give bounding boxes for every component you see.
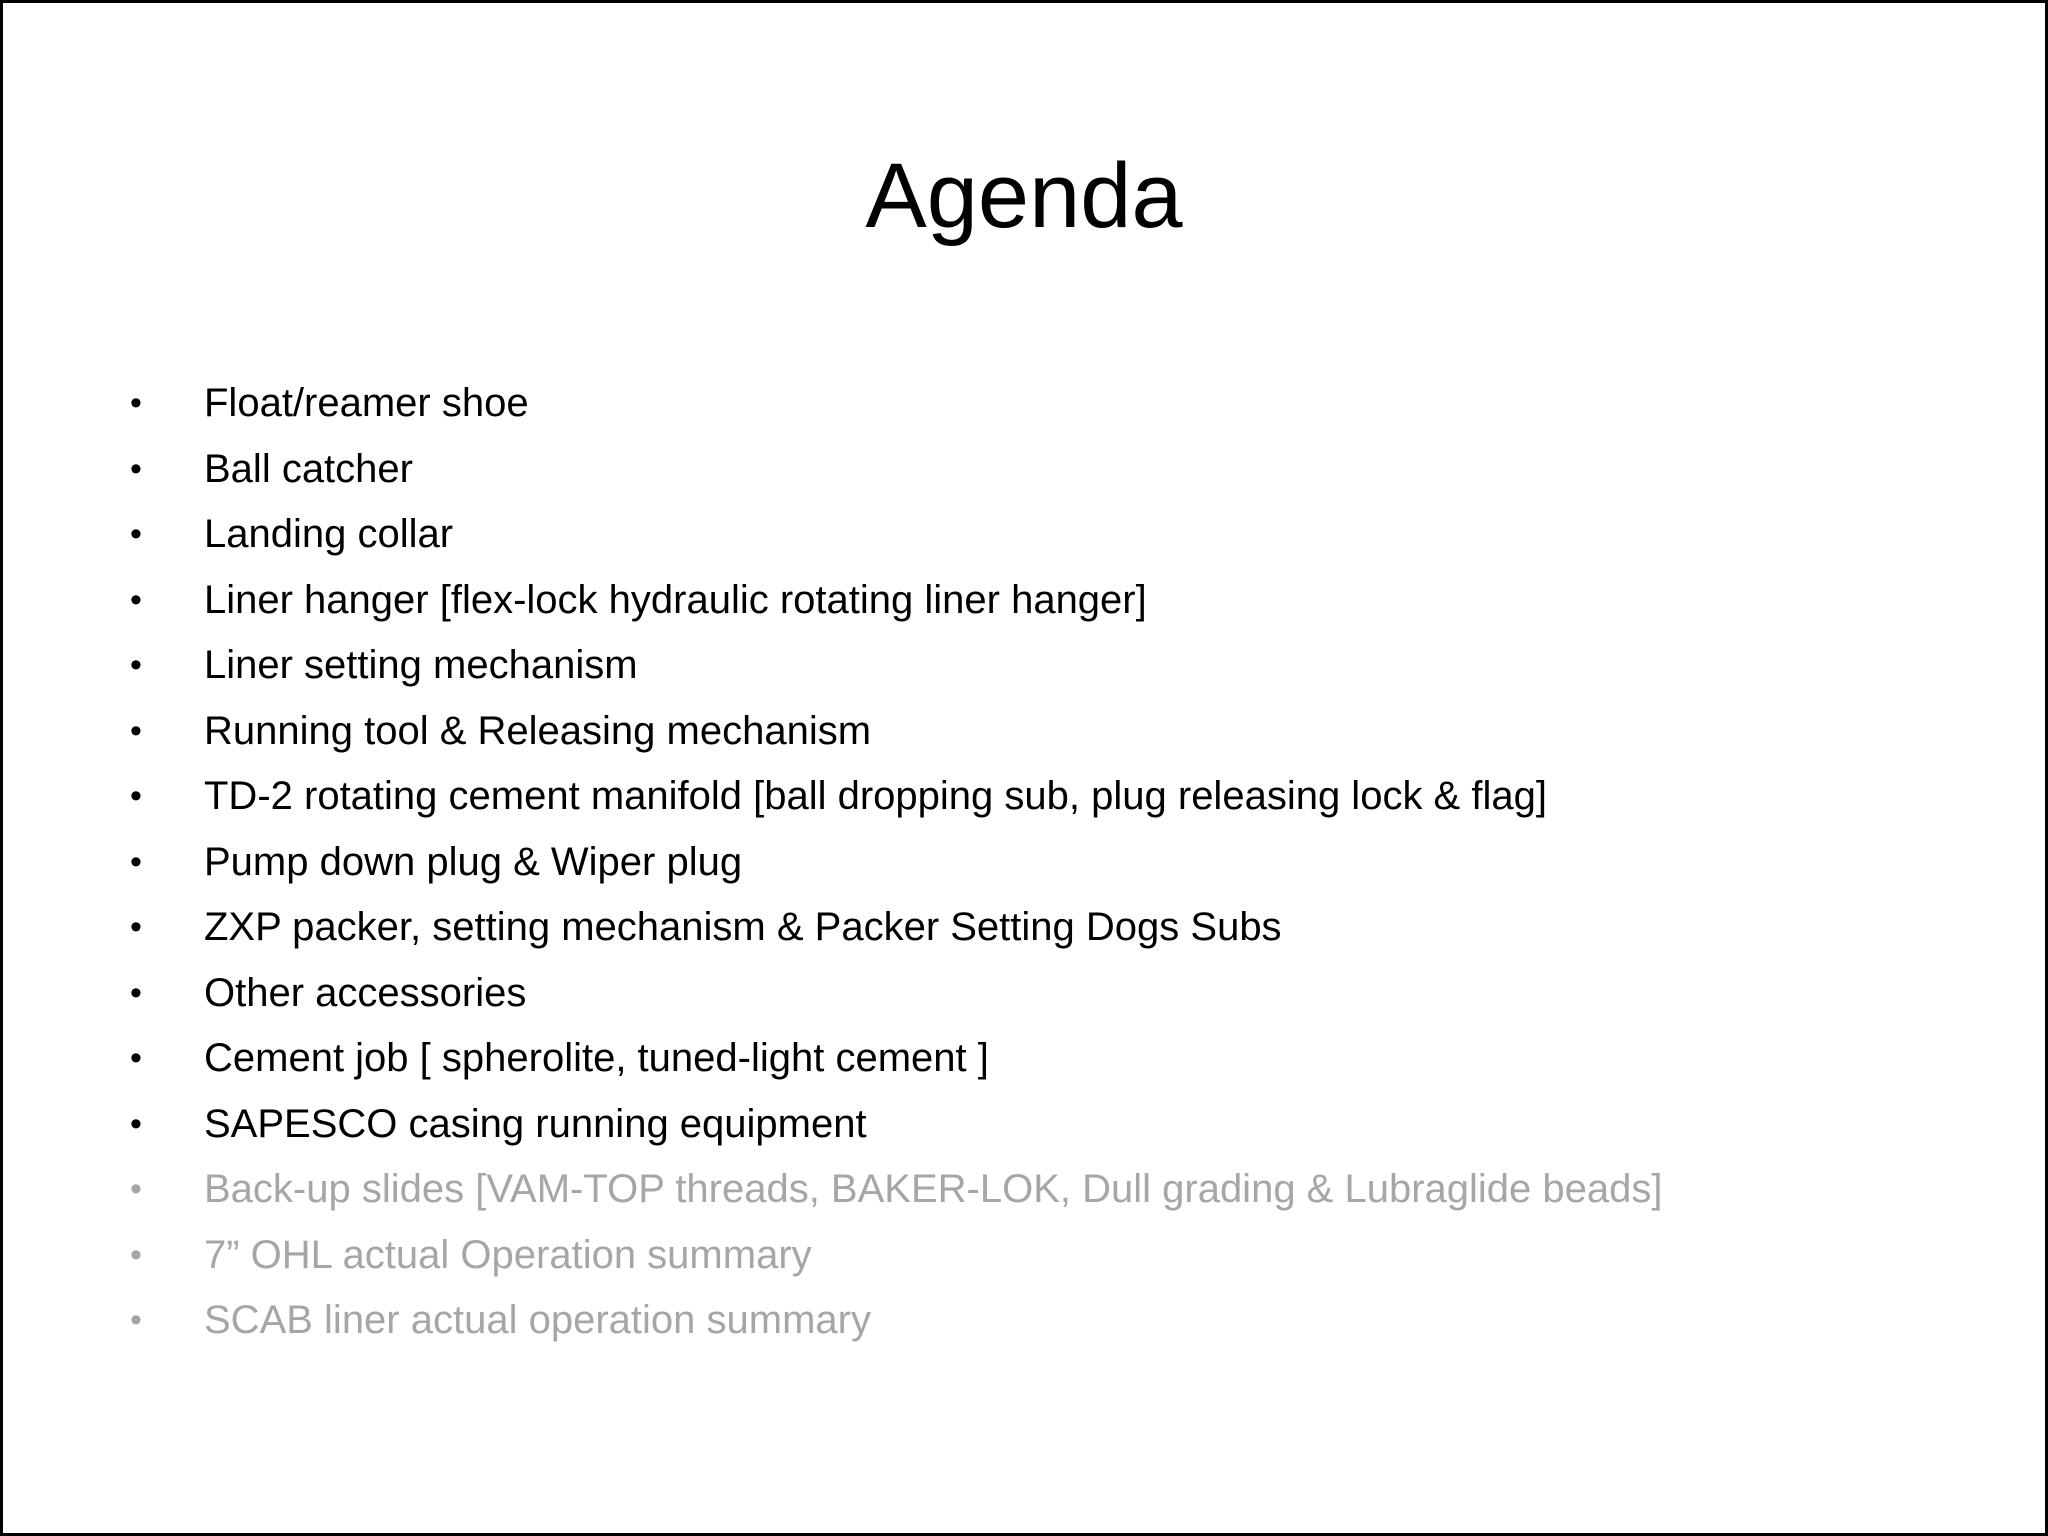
agenda-item-text: Landing collar: [204, 512, 454, 556]
bullet-icon: •: [130, 1235, 142, 1274]
agenda-item-text: Cement job [ spherolite, tuned-light cement ]: [204, 1036, 989, 1080]
bullet-icon: •: [130, 449, 142, 488]
agenda-item-text: Back-up slides [VAM-TOP threads, BAKER-LOK, Dull grading & Lubraglide beads]: [204, 1167, 1663, 1211]
agenda-item-text: Running tool & Releasing mechanism: [204, 708, 872, 753]
agenda-item-text: Liner hanger [flex-lock hydraulic rotating liner hanger]: [204, 577, 1147, 622]
bullet-icon: •: [130, 777, 142, 815]
bullet-icon: •: [130, 515, 142, 553]
bullet-icon: •: [130, 1039, 142, 1077]
bullet-icon: •: [130, 1170, 142, 1208]
bullet-icon: •: [130, 973, 142, 1012]
bullet-icon: •: [130, 646, 142, 684]
bullet-icon: •: [130, 908, 142, 946]
agenda-item-text: Ball catcher: [204, 446, 413, 491]
agenda-item-text: TD-2 rotating cement manifold [ball dropping sub, plug releasing lock & flag]: [204, 774, 1547, 818]
bullet-icon: •: [130, 580, 142, 619]
agenda-item-text: Float/reamer shoe: [204, 381, 529, 425]
bullet-icon: •: [130, 711, 142, 750]
bullet-icon: •: [130, 1104, 142, 1143]
agenda-item-text: Liner setting mechanism: [204, 643, 638, 687]
bullet-icon: •: [130, 1301, 142, 1339]
slide-title: Agenda: [865, 145, 1183, 247]
agenda-item-text: ZXP packer, setting mechanism & Packer Setting Dogs Subs: [204, 905, 1282, 949]
agenda-item-text: SAPESCO casing running equipment: [204, 1101, 867, 1146]
bullet-icon: •: [130, 842, 142, 881]
agenda-item-text: SCAB liner actual operation summary: [204, 1298, 871, 1342]
agenda-item-text: Pump down plug & Wiper plug: [204, 839, 743, 884]
agenda-item-text: Other accessories: [204, 970, 527, 1015]
bullet-icon: •: [130, 384, 142, 422]
agenda-item-text: 7” OHL actual Operation summary: [204, 1232, 812, 1277]
